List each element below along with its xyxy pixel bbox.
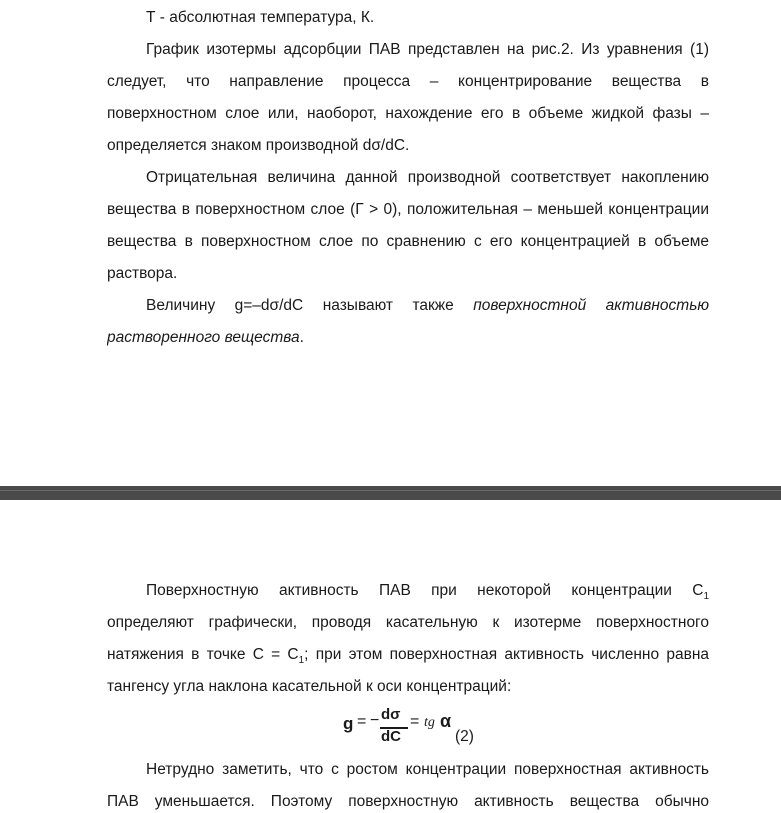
text-line: ПАВ уменьшается. Поэтому поверхностную активность вещества обычно: [107, 793, 709, 810]
text-run: Поверхностную активность ПАВ при некоторой концентрации С: [146, 582, 704, 599]
text-run: Величину g=–dσ/dC называют также: [146, 297, 454, 314]
formula-numerator: dσ: [381, 706, 401, 723]
text-line: [107, 639, 709, 671]
italic-term: поверхностной активностью: [473, 297, 709, 314]
subscript: 1: [298, 655, 305, 667]
formula-tg: tg: [424, 715, 435, 730]
text-line: определяют графически, проводя касательную к изотерме поверхностного: [107, 614, 709, 631]
text-block-top: [107, 2, 709, 354]
formula-lhs: g: [343, 714, 354, 733]
formula-minus: −: [370, 712, 380, 729]
formula-number: (2): [455, 728, 474, 745]
formula-equals: =: [410, 713, 420, 730]
formula-equals: =: [357, 713, 367, 730]
formula-denominator: dC: [381, 728, 401, 745]
text-line: Т - абсолютная температура, К.: [146, 9, 375, 26]
text-line: Отрицательная величина данной производной соответствует накоплению: [146, 169, 709, 186]
text-block-bottom: [107, 575, 709, 703]
text-line: [107, 575, 709, 607]
text-run: .: [299, 329, 304, 346]
text-run: ; при этом поверхностная активность численно равна: [304, 646, 709, 663]
text-line: следует, что направление процесса – концентрирование вещества в: [107, 73, 709, 90]
text-line: Нетрудно заметить, что с ростом концентрации поверхностная активность: [146, 761, 709, 778]
separator-line: [0, 490, 781, 491]
text-run: натяжения в точке С = С: [107, 646, 299, 663]
text-line: График изотермы адсорбции ПАВ представлен на рис.2. Из уравнения (1): [146, 41, 709, 58]
text-block-after-formula: [107, 754, 709, 813]
subscript: 1: [703, 591, 709, 603]
text-line: раствора.: [107, 265, 178, 282]
italic-term: растворенного вещества: [107, 329, 300, 346]
text-line: поверхностном слое или, наоборот, нахождение его в объеме жидкой фазы –: [107, 105, 709, 122]
text-line: [107, 290, 709, 322]
text-line: [107, 322, 709, 354]
page-separator: [0, 486, 781, 500]
text-line: вещества в поверхностном слое (Г > 0), положительная – меньшей концентрации: [107, 201, 709, 218]
text-line: вещества в поверхностном слое по сравнению с его концентрацией в объеме: [107, 233, 709, 250]
formula-2: [343, 706, 543, 752]
formula-alpha: α: [440, 711, 452, 731]
text-line: определяется знаком производной dσ/dC.: [107, 137, 410, 154]
text-line: тангенсу угла наклона касательной к оси концентраций:: [107, 678, 512, 695]
